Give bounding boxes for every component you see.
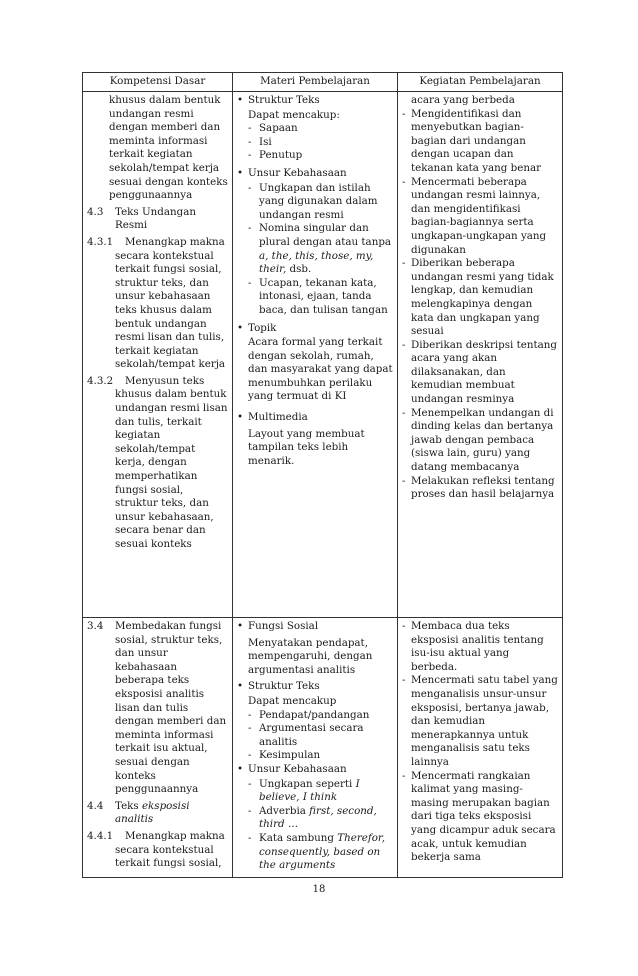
page-number: 18 bbox=[312, 884, 326, 895]
mp-topic: • Multimedia bbox=[237, 411, 308, 424]
kd-item: 4.3.2 Menyusun teks khusus dalam bentuk undangan resmi lisan dan tulis, terkait kegiatan sekolah/tempat kerja, dengan memperhatikan fungsi sosial, struktur teks, dan unsur kebahasaan, secara benar dan sesuai konteks bbox=[87, 374, 228, 550]
kg-cell bbox=[398, 92, 563, 618]
mp-topic: • Fungsi Sosial bbox=[237, 620, 319, 632]
mp-subitem: - Ucapan, tekanan kata, intonasi, ejaan, tanda baca, dan tulisan tangan bbox=[248, 276, 388, 316]
kg-item: - Diberikan deskripsi tentang acara yang akan dilaksanakan, dan kemudian membuat undangan resminya bbox=[402, 338, 557, 406]
header-materi-pembelajaran: Materi Pembelajaran bbox=[233, 73, 398, 92]
mp-subitem: - Pendapat/pandangan bbox=[248, 708, 370, 721]
mp-topic: • Struktur Teks bbox=[237, 94, 320, 106]
bullet-icon: • bbox=[237, 680, 244, 693]
mp-topic: • Unsur Kebahasaan bbox=[237, 166, 347, 179]
kg-item: acara yang berbeda bbox=[411, 94, 515, 106]
kd-item: 4.3 Teks Undangan Resmi bbox=[87, 205, 196, 232]
mp-subitem: - Isi bbox=[248, 135, 272, 148]
kg-item: - Melakukan refleksi tentang proses dan hasil belajarnya bbox=[402, 474, 555, 501]
mp-subitem: - Argumentasi secara analitis bbox=[248, 722, 364, 748]
mp-subitem: - Penutup bbox=[248, 149, 303, 162]
kg-cell bbox=[398, 618, 563, 878]
kg-item: - Diberikan beberapa undangan resmi yang tidak lengkap, dan kemudian melengkapinya dengan kata dan ungkapan yang sesuai bbox=[402, 257, 554, 338]
table-header-row bbox=[83, 73, 563, 92]
mp-subitem: - Ungkapan dan istilah yang digunakan dalam undangan resmi bbox=[248, 181, 378, 221]
kd-cell bbox=[83, 618, 233, 878]
mp-topic: • Topik bbox=[237, 321, 277, 334]
mp-subitem: - Sapaan bbox=[248, 122, 298, 135]
kd-item: 3.4 Membedakan fungsi sosial, struktur teks, dan unsur kebahasaan beberapa teks eksposisi analitis lisan dan tulis dengan memberi dan meminta informasi terkait isu aktual, sesuai dengan konteks penggunaannya bbox=[87, 620, 227, 796]
kg-item: - Mencermati rangkaian kalimat yang masing-masing merupakan bagian dari tiga teks eksposisi yang dicampur aduk secara acak, untuk kemudian bekerja sama bbox=[402, 769, 556, 864]
kg-item: - Menempelkan undangan di dinding kelas dan bertanya jawab dengan pembaca (siswa lain, guru) yang datang membacanya bbox=[402, 406, 554, 474]
bullet-icon: • bbox=[237, 166, 244, 179]
kg-item: - Membaca dua teks eksposisi analitis tentang isu-isu aktual yang berbeda. bbox=[402, 620, 544, 673]
kg-item: - Mengidentifikasi dan menyebutkan bagian-bagian dari undangan dengan ucapan dan tekanan kata yang benar bbox=[402, 107, 542, 174]
mp-topic: • Unsur Kebahasaan bbox=[237, 762, 347, 775]
header-kegiatan-pembelajaran: Kegiatan Pembelajaran bbox=[398, 73, 563, 92]
kd-item: 4.4.1 Menangkap makna secara kontekstual terkait fungsi sosial, bbox=[87, 829, 225, 870]
table-row bbox=[83, 92, 563, 618]
mp-subitem: - Kesimpulan bbox=[248, 749, 321, 762]
bullet-icon: • bbox=[237, 411, 244, 424]
mp-subitem: - Ungkapan seperti I believe, I think bbox=[248, 777, 360, 804]
curriculum-table bbox=[82, 72, 563, 878]
kg-item: - Mencermati beberapa undangan resmi lainnya, dan mengidentifikasi bagian-bagiannya serta ungkapan-ungkapan yang digunakan bbox=[402, 175, 547, 256]
kg-item: - Mencermati satu tabel yang menganalisis unsur-unsur eksposisi, bertanya jawab, dan kemudian menerapkannya untuk menganalisis satu teks lainnya bbox=[402, 674, 558, 768]
mp-cell: • Struktur Teks Dapat mencakup: - Sapaan - Isi - Penutup • Unsur Kebahasaan - Ungkapan dan istilah yang digunakan dalam undangan resmi - Nomina singular dan plural dengan atau tanpa a, the, this, those, my, their, dsb. - Ucapan, tekanan kata, intonasi, ejaan, tanda baca, dan tulisan tangan • Topik Acara formal yang terkait dengan sekolah, rumah, dan masyarakat yang dapat menumbuhkan perilaku yang termuat di KI • Multimedia Layout yang membuat tampilan teks lebih menarik. bbox=[233, 92, 398, 618]
header-kompetensi-dasar: Kompetensi Dasar bbox=[83, 73, 233, 92]
mp-subitem: - Adverbia first, second, third … bbox=[248, 804, 377, 831]
mp-subitem: - Nomina singular dan plural dengan atau tanpa a, the, this, those, my, their, dsb. bbox=[248, 222, 392, 276]
bullet-icon: • bbox=[237, 94, 244, 106]
table-row bbox=[83, 618, 563, 878]
bullet-icon: • bbox=[237, 762, 244, 775]
mp-topic: • Struktur Teks bbox=[237, 680, 320, 693]
bullet-icon: • bbox=[237, 620, 244, 632]
kd-cell bbox=[83, 92, 233, 618]
kd-continuation: khusus dalam bentuk undangan resmi dengan memberi dan meminta informasi terkait kegiatan sekolah/tempat kerja sesuai dengan konteks penggunaannya bbox=[109, 94, 228, 202]
kd-item: 4.4 Teks eksposisi analitis bbox=[87, 799, 190, 826]
kd-item: 4.3.1 Menangkap makna secara kontekstual terkait fungsi sosial, struktur teks, dan unsur kebahasaan teks khusus dalam bentuk undangan resmi lisan dan tulis, terkait kegiatan sekolah/tempat kerja bbox=[87, 235, 226, 371]
mp-cell: • Fungsi Sosial Menyatakan pendapat, mempengaruhi, dengan argumentasi analitis • Struktur Teks Dapat mencakup - Pendapat/pandangan - Argumentasi secara analitis - Kesimpulan • Unsur Kebahasaan - Ungkapan seperti I believe, I think - Adverbia first, second, third … - Kata sambung Therefor, consequently, based on the arguments bbox=[233, 618, 398, 878]
bullet-icon: • bbox=[237, 321, 244, 334]
mp-subitem: - Kata sambung Therefor, consequently, based on the arguments bbox=[248, 831, 385, 872]
